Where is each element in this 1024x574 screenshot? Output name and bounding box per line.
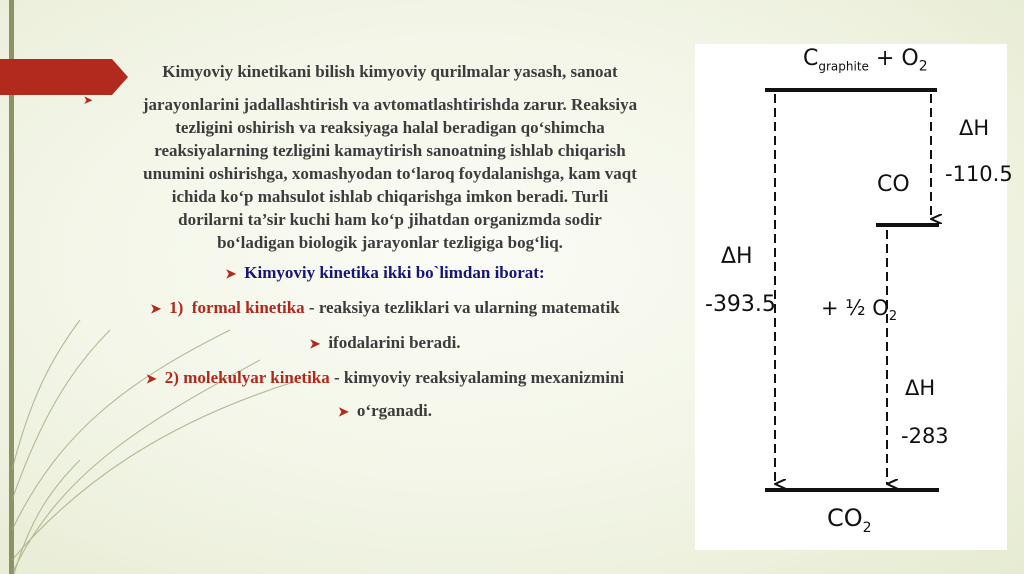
molecular-term: 2) molekulyar kinetika	[164, 368, 330, 387]
step2-delta-h: ΔH	[905, 376, 936, 400]
molecular-continuation: o‘rganadi.	[356, 401, 432, 420]
arrow-bullet-icon: ➤	[338, 404, 349, 419]
arrow-bullet-icon: ➤	[83, 93, 94, 107]
paragraph-line: bo‘ladigan biologik jarayonlar tezligiga bog‘liq.	[217, 233, 563, 252]
paragraph-line: dorilarni ta’sir kuchi ham ko‘p jihatdan organizmda sodir	[178, 210, 602, 229]
step1-delta-h: ΔH	[959, 116, 990, 140]
oxygen-label: + ½ $O_2$	[821, 296, 898, 325]
arrow-bullet-icon: ➤	[150, 301, 162, 316]
co-label: CO	[877, 172, 910, 197]
intro-paragraph	[95, 60, 685, 254]
paragraph-line: ichida ko‘p mahsulot ishlab chiqarishga imkon beradi. Turli	[171, 187, 609, 206]
product-label: $CO_2$	[827, 504, 872, 536]
enthalpy-diagram	[695, 44, 1013, 550]
bullet-molecular-cont	[80, 401, 690, 421]
step1-value: -110.5	[945, 162, 1013, 186]
paragraph-line: tezligini oshirish va reaksiyaga halal beradigan qo‘shimcha	[175, 118, 605, 137]
step2-value: -283	[901, 424, 949, 448]
total-value: -393.5	[705, 292, 776, 317]
formal-term: formal kinetika	[191, 298, 305, 317]
arrow-bullet-icon: ➤	[309, 336, 321, 351]
paragraph-line: Kimyoviy kinetikani bilish kimyoviy qurilmalar yasash, sanoat	[162, 62, 618, 81]
intro-text: Kimyoviy kinetika ikki bo`limdan iborat:	[244, 263, 545, 282]
formal-description: - reaksiya tezliklari va ularning matematik	[304, 298, 620, 317]
paragraph-line: jarayonlarini jadallashtirish va avtomatlashtirishda zarur. Reaksiya	[142, 95, 638, 114]
paragraph-line: unumini oshirishga, xomashyodan to‘laroq foydalanishga, kam vaqt	[143, 164, 637, 183]
bullet-formal-kinetics	[80, 298, 690, 318]
formal-continuation: ifodalarini beradi.	[328, 333, 461, 352]
total-delta-h: ΔH	[721, 244, 753, 269]
arrow-bullet-icon: ➤	[145, 371, 157, 386]
arrow-bullet-icon: ➤	[225, 266, 237, 281]
bullet-molecular-kinetics	[80, 368, 690, 388]
reactant-label: $C_{graphite} + O_2$	[803, 46, 928, 75]
bullet-intro	[80, 263, 690, 283]
molecular-description: - kimyoviy reaksiyalaming mexanizmini	[329, 368, 625, 387]
bullet-formal-cont	[80, 333, 690, 353]
formal-number: 1)	[169, 298, 184, 317]
paragraph-line: reaksiyalarning tezligini kamaytirish sanoatning ishlab chiqarish	[154, 141, 626, 160]
